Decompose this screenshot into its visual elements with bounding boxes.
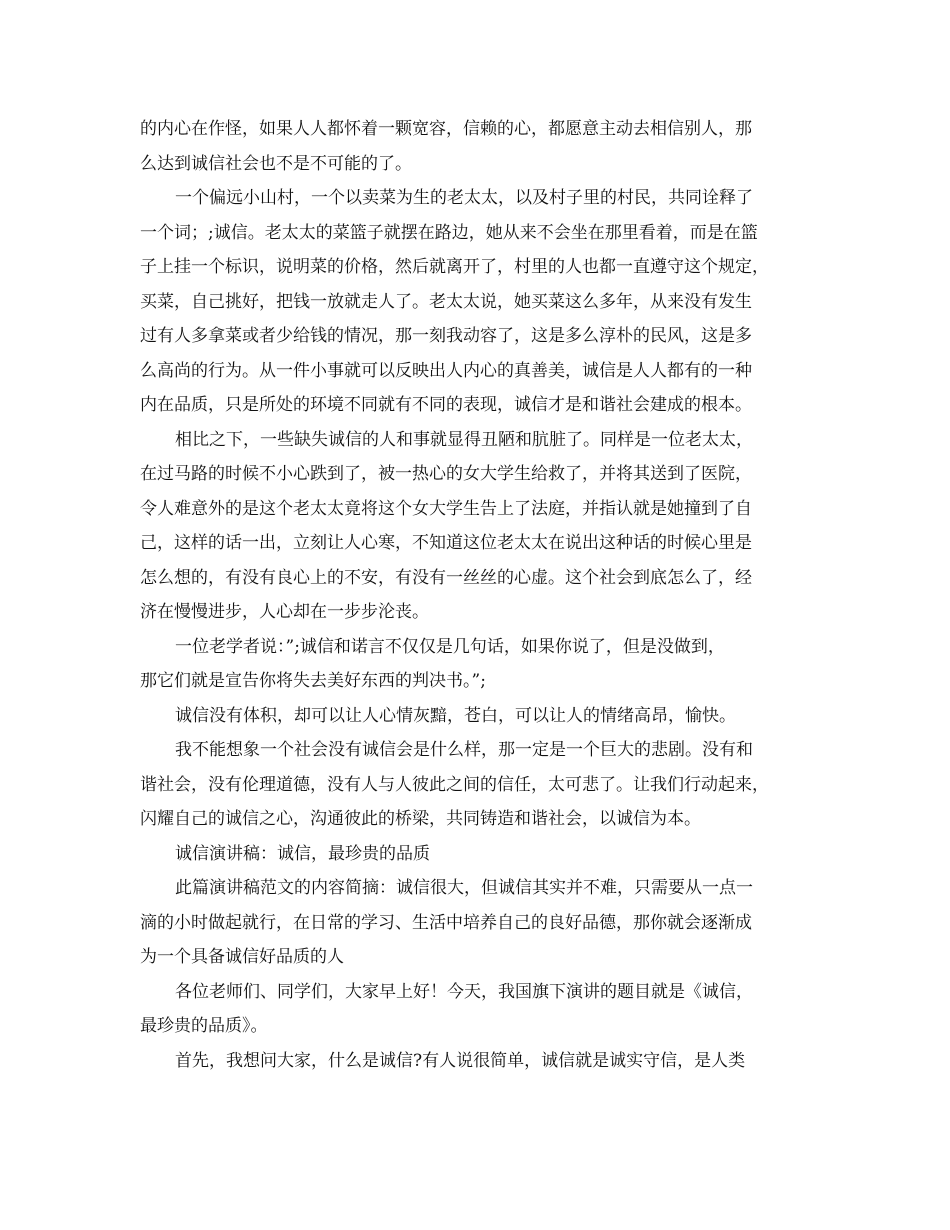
text-line: 谐社会，没有伦理道德，没有人与人彼此之间的信任，太可悲了。让我们行动起来， bbox=[140, 774, 769, 795]
text-line: 么达到诚信社会也不是不可能的了。 bbox=[140, 153, 412, 174]
text-line: 己，这样的话一出，立刻让人心寒，不知道这位老太太在说出这种话的时候心里是 bbox=[140, 533, 752, 553]
text-line: 滴的小时做起就行，在日常的学习、生活中培养自己的良好品德，那你就会逐渐成 bbox=[140, 912, 752, 933]
text-line: 一个词；;诚信。老太太的菜篮子就摆在路边，她从来不会坐在那里看着，而是在篮 bbox=[140, 222, 758, 243]
text-line: 相比之下，一些缺失诚信的人和事就显得丑陋和肮脏了。同样是一位老太太， bbox=[175, 429, 753, 450]
text-line: 子上挂一个标识，说明菜的价格，然后就离开了，村里的人也都一直遵守这个规定， bbox=[140, 257, 769, 277]
text-line: 买菜，自己挑好，把钱一放就走人了。老太太说，她买菜这么多年，从来没有发生 bbox=[140, 291, 752, 312]
text-line: 诚信演讲稿：诚信，最珍贵的品质 bbox=[175, 843, 430, 864]
text-line: 为一个具备诚信好品质的人 bbox=[140, 947, 344, 967]
text-line: 诚信没有体积，却可以让人心情灰黯，苍白，可以让人的情绪高昂，愉快。 bbox=[175, 705, 736, 726]
text-line: 济在慢慢进步，人心却在一步步沦丧。 bbox=[140, 602, 429, 622]
text-line: 在过马路的时候不小心跌到了，被一热心的女大学生给救了，并将其送到了医院， bbox=[140, 464, 752, 484]
text-line: 一位老学者说：”;诚信和诺言不仅仅是几句话，如果你说了，但是没做到， bbox=[175, 636, 725, 657]
text-line: 我不能想象一个社会没有诚信会是什么样，那一定是一个巨大的悲剧。没有和 bbox=[175, 740, 753, 760]
document-body bbox=[140, 112, 830, 1078]
text-line: 闪耀自己的诚信之心，沟通彼此的桥梁，共同铸造和谐社会，以诚信为本。 bbox=[140, 809, 701, 829]
text-line: 令人难意外的是这个老太太竟将这个女大学生告上了法庭，并指认就是她撞到了自 bbox=[140, 498, 752, 519]
text-line: 么高尚的行为。从一件小事就可以反映出人内心的真善美，诚信是人人都有的一种 bbox=[140, 360, 752, 381]
text-line: 最珍贵的品质》。 bbox=[140, 1016, 268, 1036]
text-line: 过有人多拿菜或者少给钱的情况，那一刻我动容了，这是多么淳朴的民风，这是多 bbox=[140, 326, 752, 346]
text-line: 那它们就是宣告你将失去美好东西的判决书。”; bbox=[140, 671, 486, 691]
text-line: 此篇演讲稿范文的内容简摘：诚信很大，但诚信其实并不难，只需要从一点一 bbox=[175, 878, 753, 898]
text-line: 各位老师们、同学们，大家早上好！今天，我国旗下演讲的题目就是《诚信， bbox=[175, 981, 753, 1002]
text-line: 的内心在作怪，如果人人都怀着一颗宽容，信赖的心，都愿意主动去相信别人，那 bbox=[140, 119, 752, 139]
text-line: 怎么想的，有没有良心上的不安，有没有一丝丝的心虚。这个社会到底怎么了，经 bbox=[140, 567, 752, 588]
text-line: 首先，我想问大家，什么是诚信?有人说很简单，诚信就是诚实守信，是人类 bbox=[175, 1050, 746, 1071]
text-line: 内在品质，只是所处的环境不同就有不同的表现，诚信才是和谐社会建成的根本。 bbox=[140, 395, 752, 415]
text-line: 一个偏远小山村，一个以卖菜为生的老太太，以及村子里的村民，共同诠释了 bbox=[175, 188, 753, 208]
